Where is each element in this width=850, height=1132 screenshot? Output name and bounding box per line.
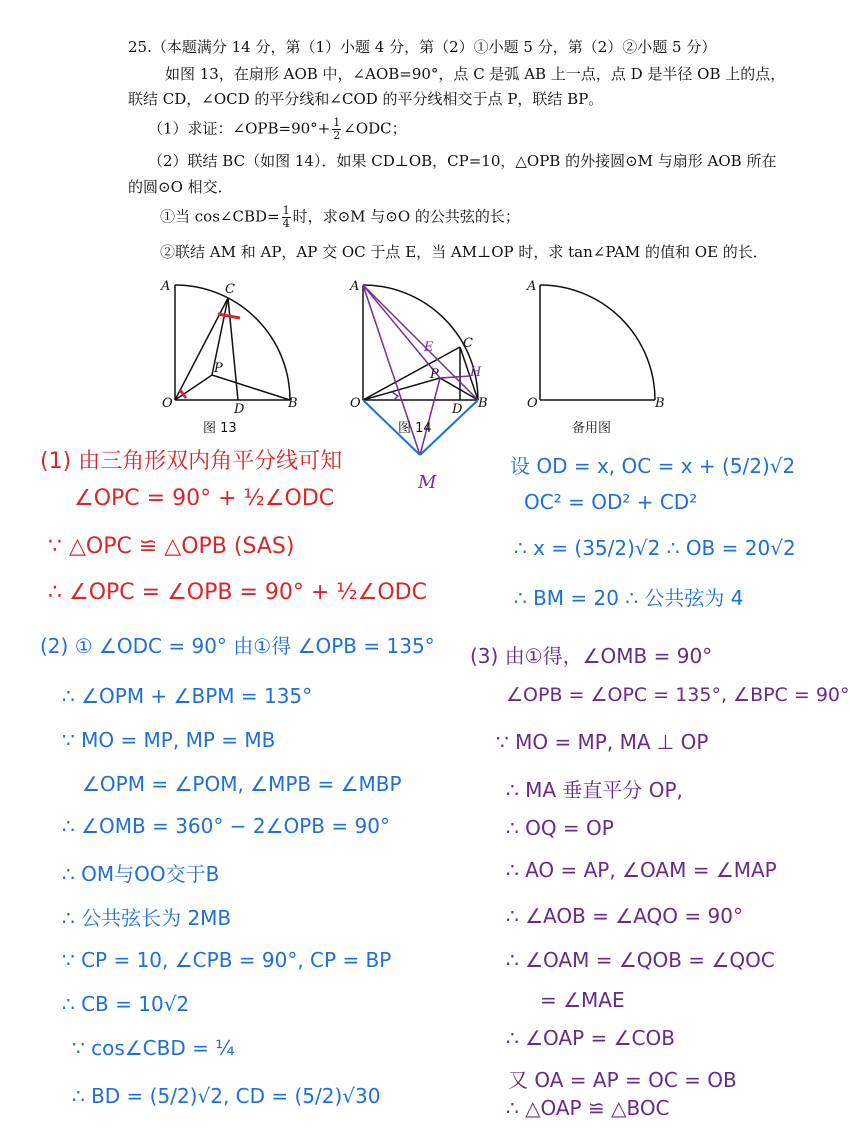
figure-13-caption: 图 13: [203, 421, 237, 436]
problem-statement-1: 如图 13，在扇形 AOB 中，∠AOB=90°，点 C 是弧 AB 上一点，点 D 是半径 OB 上的点，: [165, 65, 786, 83]
hw-red-1: (1) 由三角形双内角平分线可知: [40, 449, 343, 474]
fraction-denominator: 4: [282, 217, 290, 230]
figure-14-caption: 图 14: [398, 421, 432, 436]
label-M: M: [418, 472, 437, 493]
label-A: A: [161, 279, 171, 294]
hw-purple-7: ∴ ∠AOB = ∠AQO = 90°: [506, 904, 743, 928]
question-2a: [160, 205, 520, 230]
hw-purple-12: ∴ △OAP ≌ △BOC: [506, 1096, 670, 1120]
hw-purple-2: ∠OPB = ∠OPC = 135°, ∠BPC = 90°: [506, 684, 850, 706]
fraction-quarter: [282, 205, 291, 230]
hw-blue-right-2: OC² = OD² + CD²: [524, 490, 698, 514]
fraction-numerator: 1: [333, 116, 341, 129]
label-B: B: [478, 396, 488, 411]
hw-blue-left-8: ∵ CP = 10, ∠CPB = 90°, CP = BP: [62, 948, 392, 972]
question-2-line-2: 的圆⊙O 相交．: [128, 178, 233, 196]
hw-red-2: ∠OPC = 90° + ½∠ODC: [74, 486, 335, 511]
fraction-denominator: 2: [333, 129, 341, 142]
question-2a-suffix: 时，求⊙M 与⊙O 的公共弦的长；: [292, 207, 520, 226]
hw-blue-left-7: ∴ 公共弦长为 2MB: [62, 906, 232, 930]
hw-blue-right-3: ∴ x = (35/2)√2 ∴ OB = 20√2: [514, 536, 796, 560]
label-P: P: [430, 367, 439, 382]
question-2a-prefix: ①当 cos∠CBD=: [160, 207, 280, 226]
label-A: A: [350, 279, 360, 294]
figure-spare: [540, 285, 655, 400]
hw-blue-left-3: ∵ MO = MP, MP = MB: [62, 728, 276, 752]
hw-purple-8: ∴ ∠OAM = ∠QOB = ∠QOC: [506, 948, 775, 972]
hw-purple-1: (3) 由①得，∠OMB = 90°: [470, 644, 713, 668]
label-O: O: [162, 396, 173, 411]
question-1-suffix: ∠ODC；: [343, 119, 407, 138]
question-2-line-1: （2）联结 BC（如图 14）．如果 CD⊥OB，CP=10，△OPB 的外接圆⊙M 与扇形 AOB 所在: [148, 152, 777, 170]
label-E: E: [424, 340, 434, 355]
label-B: B: [288, 396, 298, 411]
question-1-prefix: （1）求证：∠OPB=90°+: [148, 119, 331, 138]
problem-header: 25.（本题满分 14 分，第（1）小题 4 分，第（2）①小题 5 分，第（2）②小题 5 分）: [128, 38, 717, 56]
hw-blue-right-4: ∴ BM = 20 ∴ 公共弦为 4: [514, 586, 744, 610]
problem-statement-2: 联结 CD，∠OCD 的平分线和∠COD 的平分线相交于点 P，联结 BP。: [128, 90, 604, 108]
label-H: H: [470, 365, 482, 380]
label-O: O: [350, 396, 361, 411]
label-D: D: [452, 402, 463, 417]
label-P: P: [214, 361, 223, 376]
label-C: C: [463, 336, 473, 351]
figure-14-labels: [349, 279, 488, 493]
question-2b: ②联结 AM 和 AP，AP 交 OC 于点 E，当 AM⊥OP 时，求 tan∠PAM 的值和 OE 的长．: [160, 243, 768, 261]
label-D: D: [234, 402, 245, 417]
hw-red-3: ∵ △OPC ≌ △OPB (SAS): [48, 534, 295, 559]
hw-purple-10: ∴ ∠OAP = ∠COB: [506, 1026, 675, 1050]
hw-blue-left-4: ∠OPM = ∠POM, ∠MPB = ∠MBP: [82, 772, 402, 796]
question-1: [148, 117, 407, 142]
hw-purple-5: ∴ OQ = OP: [506, 816, 614, 840]
hw-blue-left-5: ∴ ∠OMB = 360° − 2∠OPB = 90°: [62, 814, 390, 838]
hw-blue-left-2: ∴ ∠OPM + ∠BPM = 135°: [62, 684, 313, 708]
hw-blue-right-1: 设 OD = x, OC = x + (5/2)√2: [510, 454, 796, 478]
label-O: O: [527, 396, 538, 411]
hw-purple-11: 又 OA = AP = OC = OB: [508, 1068, 737, 1092]
label-B: B: [655, 396, 665, 411]
hw-purple-4: ∴ MA 垂直平分 OP,: [506, 778, 683, 802]
label-A: A: [527, 279, 537, 294]
hw-purple-6: ∴ AO = AP, ∠OAM = ∠MAP: [506, 858, 777, 882]
hw-blue-left-6: ∴ OM与OO交于B: [62, 862, 220, 886]
hw-red-4: ∴ ∠OPC = ∠OPB = 90° + ½∠ODC: [48, 580, 427, 605]
figure-13: [175, 285, 290, 400]
label-C: C: [225, 282, 235, 297]
hw-blue-left-9: ∴ CB = 10√2: [62, 992, 190, 1016]
fraction-half: [332, 117, 341, 142]
hw-blue-left-10: ∵ cos∠CBD = ¼: [72, 1036, 235, 1060]
hw-blue-left-1: (2) ① ∠ODC = 90° 由①得 ∠OPB = 135°: [40, 634, 435, 658]
hw-purple-9: = ∠MAE: [540, 988, 625, 1012]
hw-purple-3: ∵ MO = MP, MA ⊥ OP: [496, 730, 709, 754]
fraction-numerator: 1: [282, 204, 290, 217]
hw-blue-left-11: ∴ BD = (5/2)√2, CD = (5/2)√30: [72, 1084, 381, 1108]
spare-figure-caption: 备用图: [572, 421, 612, 436]
